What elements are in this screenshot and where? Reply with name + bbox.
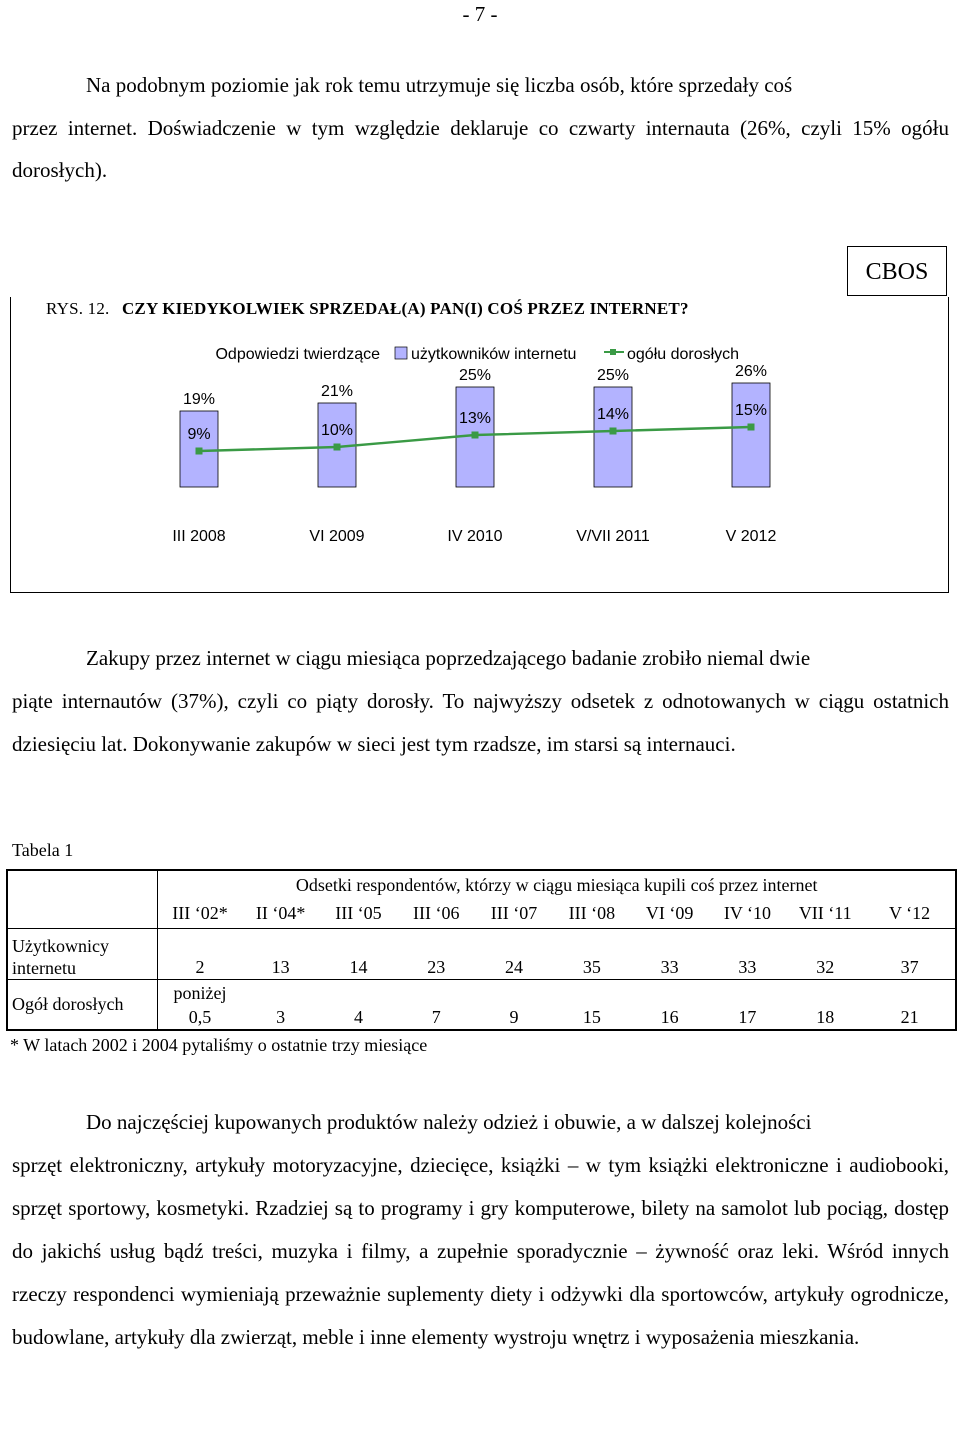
table-column-header: III ‘06 <box>397 899 475 928</box>
bar-data-label: 26% <box>734 363 768 380</box>
line-marker <box>334 444 341 451</box>
table-cell <box>475 928 553 979</box>
cell-value: 35 <box>582 956 601 977</box>
cell-value: 23 <box>427 956 446 977</box>
paragraph-first-line: Do najczęściej kupowanych produktów należy odzież i obuwie, a w dalszej kolejności <box>86 1110 812 1134</box>
line-marker <box>196 448 203 455</box>
cell-value: 14 <box>349 956 368 977</box>
table-cell <box>242 928 320 979</box>
purchases-table <box>6 869 957 1031</box>
figure-question: CZY KIEDYKOLWIEK SPRZEDAŁ(A) PAN(I) COŚ PRZEZ INTERNET? <box>121 299 689 318</box>
table-cell <box>864 928 956 979</box>
cell-value: 0,5 <box>188 1007 212 1027</box>
paragraph-rest: przez internet. Doświadczenie w tym względzie deklaruje co czwarty internauta (26%, czyli 15% ogółu dorosłych). <box>12 115 949 182</box>
table-row-label <box>7 928 158 979</box>
table-cell <box>475 979 553 1030</box>
cbos-badge: CBOS <box>847 246 947 296</box>
cell-value: 15 <box>582 1007 601 1027</box>
cell-value: 7 <box>431 1007 441 1027</box>
cell-value: 4 <box>353 1007 363 1027</box>
table-header-title: Odsetki respondentów, którzy w ciągu miesiąca kupili coś przez internet <box>158 870 956 899</box>
line-data-label: 9% <box>187 426 211 443</box>
line-data-label: 13% <box>458 410 492 427</box>
cell-value: 3 <box>276 1007 286 1027</box>
paragraph-purchases <box>12 637 949 766</box>
legend-prefix: Odpowiedzi twierdzące <box>215 346 380 363</box>
table-cell <box>553 979 631 1030</box>
table-column-header: III ‘08 <box>553 899 631 928</box>
legend-swatch-bar <box>395 347 407 359</box>
cell-value: 9 <box>509 1007 519 1027</box>
bar-data-label: 25% <box>458 367 492 384</box>
table-cell <box>320 979 398 1030</box>
table-column-header: III ‘02* <box>158 899 242 928</box>
bar <box>594 387 632 487</box>
cell-value: 17 <box>738 1007 757 1027</box>
table-cell <box>242 979 320 1030</box>
table-cell <box>709 928 787 979</box>
cell-value: 18 <box>816 1007 835 1027</box>
paragraph-resale <box>12 64 949 192</box>
row-label-line1: Ogół dorosłych <box>12 994 124 1015</box>
table-cell <box>397 979 475 1030</box>
table-cell <box>158 928 242 979</box>
table-cell <box>786 979 864 1030</box>
cell-value: 21 <box>900 1007 919 1027</box>
paragraph-first-line: Zakupy przez internet w ciągu miesiąca poprzedzającego badanie zrobiło niemal dwie <box>86 646 811 670</box>
table-column-header: III ‘05 <box>320 899 398 928</box>
table-column-header: VI ‘09 <box>631 899 709 928</box>
cell-value: 33 <box>738 956 757 977</box>
cell-value: 33 <box>660 956 679 977</box>
category-label: III 2008 <box>172 528 226 545</box>
table-column-header: II ‘04* <box>242 899 320 928</box>
table-cell <box>631 979 709 1030</box>
figure-title <box>12 299 689 319</box>
line-data-label: 10% <box>320 422 354 439</box>
row-label-line2: internetu <box>12 957 76 978</box>
bar-data-label: 25% <box>596 367 630 384</box>
line-data-label: 15% <box>734 402 768 419</box>
page-number: - 7 - <box>462 2 498 26</box>
table-column-header: VII ‘11 <box>786 899 864 928</box>
bar <box>732 383 770 487</box>
table-cell <box>158 979 242 1030</box>
category-label: VI 2009 <box>309 528 365 545</box>
bar-data-label: 21% <box>320 383 354 400</box>
table-row-label <box>7 979 158 1030</box>
table-caption: Tabela 1 <box>12 840 74 860</box>
bar-data-label: 19% <box>182 391 216 408</box>
cell-value: 13 <box>271 956 290 977</box>
cell-value: 37 <box>900 956 919 977</box>
chart <box>0 330 960 560</box>
table-cell <box>631 928 709 979</box>
table-column-header: III ‘07 <box>475 899 553 928</box>
table-cell <box>397 928 475 979</box>
legend-label-internet-users: użytkowników internetu <box>411 346 577 363</box>
cell-prefix: poniżej <box>173 983 227 1003</box>
cell-value: 16 <box>660 1007 679 1027</box>
table-footnote: * W latach 2002 i 2004 pytaliśmy o ostatnie trzy miesiące <box>10 1035 428 1055</box>
figure-label: RYS. 12. <box>46 299 110 318</box>
table-cell <box>709 979 787 1030</box>
line-marker <box>748 424 755 431</box>
line-marker <box>610 428 617 435</box>
cell-value: 2 <box>195 956 205 977</box>
legend-label-adults: ogółu dorosłych <box>627 346 740 363</box>
legend-swatch-marker <box>610 349 616 355</box>
table-column-header: V ‘12 <box>864 899 956 928</box>
category-label: IV 2010 <box>447 528 503 545</box>
category-label: V 2012 <box>725 528 777 545</box>
row-label-line1: Użytkownicy <box>12 935 109 956</box>
category-label: V/VII 2011 <box>576 528 650 545</box>
paragraph-products <box>12 1101 949 1359</box>
cell-value: 32 <box>816 956 835 977</box>
line-data-label: 14% <box>596 406 630 423</box>
paragraph-first-line: Na podobnym poziomie jak rok temu utrzymuje się liczba osób, które sprzedały coś <box>86 73 793 97</box>
table-cell <box>786 928 864 979</box>
table-column-header: IV ‘10 <box>709 899 787 928</box>
cell-value: 24 <box>505 956 524 977</box>
paragraph-rest: piąte internautów (37%), czyli co piąty dorosły. To najwyższy odsetek z odnotowanych w ciągu ostatnich dziesięciu lat. Dokonywanie zakupów w sieci jest tym rzadsze, im starsi są internauci. <box>12 689 949 756</box>
paragraph-rest: sprzęt elektroniczny, artykuły motoryzacyjne, dziecięce, książki – w tym książki elektroniczne i audiobooki, sprzęt sportowy, kosmetyki. Rzadziej są to programy i gry komputerowe, bilety na samolot lub pociąg, dostęp do jakichś usług bądź treści, muzyka i filmy, a zupełnie sporadycznie – żywność oraz leki. Wśród innych rzeczy respondenci wymieniają przeważnie suplementy diety i odżywki dla sportowców, artykuły ogrodnicze, budowlane, artykuły dla zwierząt, meble i inne elementy wystroju wnętrz i wyposażenia mieszkania. <box>12 1153 949 1349</box>
table-cell <box>320 928 398 979</box>
table-cell <box>864 979 956 1030</box>
line-marker <box>472 432 479 439</box>
table-cell <box>553 928 631 979</box>
